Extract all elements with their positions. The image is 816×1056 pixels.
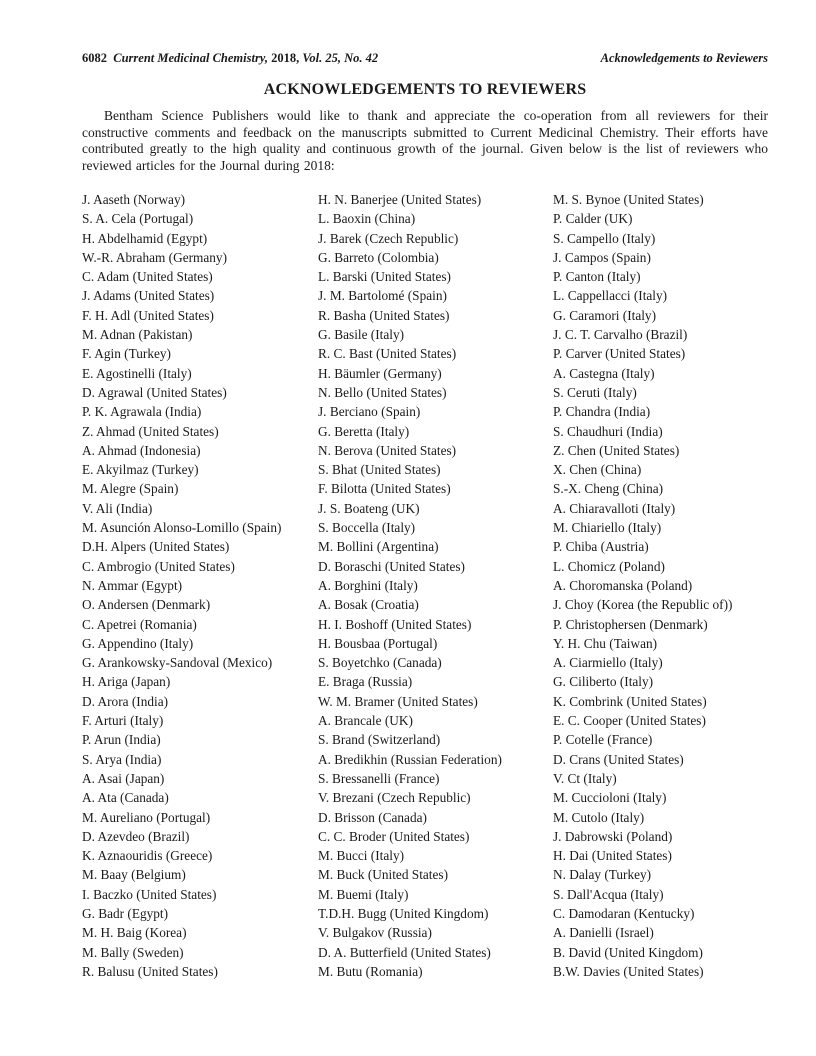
reviewer-entry: E. Agostinelli (Italy) [82,365,192,381]
reviewer-entry: D. Arora (India) [82,693,169,709]
reviewer-entry: C. Apetrei (Romania) [82,616,197,632]
reviewer-entry: V. Bulgakov (Russia) [318,925,432,941]
reviewer-entry: H. Bäumler (Germany) [318,365,442,381]
reviewer-entry: F. Arturi (Italy) [82,713,164,729]
reviewer-entry: D. Boraschi (United States) [318,558,465,574]
reviewer-entry: A. Choromanska (Poland) [553,577,693,593]
reviewer-entry: P. K. Agrawala (India) [82,404,202,420]
reviewer-entry: V. Ct (Italy) [553,770,617,786]
running-header-right: Acknowledgements to Reviewers [600,51,768,65]
reviewer-entry: J. Dabrowski (Poland) [553,828,673,844]
reviewer-entry: H. I. Boshoff (United States) [318,616,472,632]
reviewer-entry: P. Arun (India) [82,732,161,748]
reviewer-entry: M. Cutolo (Italy) [553,809,645,825]
reviewer-entry: S. Boyetchko (Canada) [318,655,442,671]
reviewer-entry: S. Ceruti (Italy) [553,384,637,400]
reviewer-entry: D. Brisson (Canada) [318,809,427,825]
reviewer-entry: M. Bollini (Argentina) [318,539,439,555]
journal-name: Current Medicinal Chemistry, [113,51,269,65]
reviewer-entry: M. Butu (Romania) [318,963,423,979]
reviewer-entry: N. Dalay (Turkey) [553,867,652,883]
reviewer-entry: J. Berciano (Spain) [318,404,421,420]
reviewer-column-1 [82,190,318,981]
reviewer-entry: G. Caramori (Italy) [553,307,657,323]
reviewer-entry: G. Beretta (Italy) [318,423,410,439]
reviewer-entry: J. Choy (Korea (the Republic of)) [553,597,733,613]
reviewer-entry: M. Asunción Alonso-Lomillo (Spain) [82,520,282,536]
reviewer-entry: M. Bucci (Italy) [318,848,405,864]
reviewer-entry: G. Badr (Egypt) [82,905,169,921]
reviewer-entry: A. Bosak (Croatia) [318,597,419,613]
reviewer-entry: A. Brancale (UK) [318,713,413,729]
reviewer-entry: L. Barski (United States) [318,269,451,285]
reviewer-entry: P. Christophersen (Denmark) [553,616,708,632]
reviewer-columns [82,190,768,981]
running-header-left [82,51,378,66]
reviewer-entry: H. N. Banerjee (United States) [318,192,482,207]
reviewer-entry: F. Agin (Turkey) [82,346,171,362]
reviewer-entry: Z. Ahmad (United States) [82,423,219,439]
reviewer-entry: P. Chiba (Austria) [553,539,649,555]
reviewer-entry: P. Calder (UK) [553,211,633,227]
reviewer-entry: S. Campello (Italy) [553,230,656,246]
reviewer-entry: D. A. Butterfield (United States) [318,944,491,960]
reviewer-entry: X. Chen (China) [553,462,642,478]
reviewer-entry: M. Cuccioloni (Italy) [553,790,667,806]
reviewer-entry: B.W. Davies (United States) [553,963,704,979]
reviewer-entry: M. Alegre (Spain) [82,481,179,497]
reviewer-entry: H. Dai (United States) [553,848,672,864]
reviewer-entry: S. Bhat (United States) [318,462,441,478]
reviewer-entry: J. Campos (Spain) [553,249,651,265]
reviewer-entry: A. Castegna (Italy) [553,365,655,381]
reviewer-entry: A. Chiaravalloti (Italy) [553,500,676,516]
reviewer-entry: R. Basha (United States) [318,307,450,323]
reviewer-entry: A. Bredikhin (Russian Federation) [318,751,502,767]
reviewer-entry: C. Ambrogio (United States) [82,558,235,574]
reviewer-entry: J. Aaseth (Norway) [82,192,186,207]
reviewer-entry: E. Akyilmaz (Turkey) [82,462,199,478]
reviewer-entry: D. Azevdeo (Brazil) [82,828,190,844]
reviewer-entry: F. H. Adl (United States) [82,307,214,323]
reviewer-entry: J. Adams (United States) [82,288,215,304]
reviewer-entry: S. Brand (Switzerland) [318,732,441,748]
reviewer-entry: D. Agrawal (United States) [82,384,227,400]
running-header [82,51,768,66]
reviewer-entry: S. Dall'Acqua (Italy) [553,886,664,902]
reviewer-entry: M. Adnan (Pakistan) [82,327,193,343]
reviewer-entry: S. Boccella (Italy) [318,520,416,536]
reviewer-entry: P. Canton (Italy) [553,269,641,285]
reviewer-entry: F. Bilotta (United States) [318,481,451,497]
reviewer-entry: P. Cotelle (France) [553,732,653,748]
reviewer-entry: S. Bressanelli (France) [318,770,440,786]
reviewer-entry: G. Barreto (Colombia) [318,249,439,265]
reviewer-entry: C. Adam (United States) [82,269,213,285]
reviewer-entry: M. Chiariello (Italy) [553,520,662,536]
reviewer-entry: R. C. Bast (United States) [318,346,457,362]
reviewer-entry: M. H. Baig (Korea) [82,925,187,941]
reviewer-entry: K. Combrink (United States) [553,693,707,709]
reviewer-entry: N. Bello (United States) [318,384,447,400]
journal-page [82,0,768,1056]
page-title: ACKNOWLEDGEMENTS TO REVIEWERS [263,81,587,98]
intro-paragraph: Bentham Science Publishers would like to thank and appreciate the co-operation from all reviewers for their constructive comments and feedback on the manuscripts submitted to Current Medicinal Chemistry. Their efforts have contributed greatly to the high quality and continuous growth of the journal. Given below is the list of reviewers who reviewed articles for the Journal during 2018: [82,108,768,174]
reviewer-entry: O. Andersen (Denmark) [82,597,211,613]
reviewer-column-3 [553,190,768,981]
reviewer-entry: A. Asai (Japan) [82,770,165,786]
reviewer-entry: J. S. Boateng (UK) [318,500,420,516]
reviewer-entry: Y. H. Chu (Taiwan) [553,635,658,651]
reviewer-entry: K. Aznaouridis (Greece) [82,848,213,864]
reviewer-entry: T.D.H. Bugg (United Kingdom) [318,905,489,921]
reviewer-entry: G. Basile (Italy) [318,327,405,343]
reviewer-entry: J. C. T. Carvalho (Brazil) [553,327,688,343]
reviewer-entry: L. Cappellacci (Italy) [553,288,668,304]
reviewer-entry: H. Abdelhamid (Egypt) [82,230,208,246]
reviewer-entry: P. Chandra (India) [553,404,651,420]
reviewer-entry: B. David (United Kingdom) [553,944,703,960]
reviewer-entry: A. Ciarmiello (Italy) [553,655,663,671]
reviewer-entry: D. Crans (United States) [553,751,684,767]
reviewer-entry: H. Ariga (Japan) [82,674,171,690]
reviewer-entry: N. Berova (United States) [318,442,457,458]
reviewer-entry: Z. Chen (United States) [553,442,680,458]
reviewer-entry: S. A. Cela (Portugal) [82,211,194,227]
reviewer-entry: G. Appendino (Italy) [82,635,194,651]
reviewer-entry: S. Arya (India) [82,751,162,767]
reviewer-entry: A. Borghini (Italy) [318,577,418,593]
reviewer-entry: G. Ciliberto (Italy) [553,674,654,690]
page-number: 6082 [82,51,107,65]
reviewer-entry: P. Carver (United States) [553,346,686,362]
journal-volume: Vol. 25, No. 42 [302,51,379,65]
reviewer-column-2 [318,190,553,981]
reviewer-entry: C. C. Broder (United States) [318,828,470,844]
reviewer-entry: D.H. Alpers (United States) [82,539,230,555]
reviewer-entry: A. Ahmad (Indonesia) [82,442,201,458]
reviewer-entry: G. Arankowsky-Sandoval (Mexico) [82,655,273,671]
reviewer-entry: J. Barek (Czech Republic) [318,230,459,246]
reviewer-entry: M. Bally (Sweden) [82,944,184,960]
reviewer-entry: W.-R. Abraham (Germany) [82,249,227,265]
reviewer-entry: S.-X. Cheng (China) [553,481,664,497]
reviewer-entry: R. Balusu (United States) [82,963,218,979]
reviewer-entry: L. Chomicz (Poland) [553,558,665,574]
reviewer-entry: A. Ata (Canada) [82,790,169,806]
reviewer-entry: E. Braga (Russia) [318,674,413,690]
reviewer-entry: W. M. Bramer (United States) [318,693,478,709]
reviewer-entry: E. C. Cooper (United States) [553,713,706,729]
reviewer-entry: H. Bousbaa (Portugal) [318,635,438,651]
reviewer-entry: M. Baay (Belgium) [82,867,186,883]
reviewer-entry: A. Danielli (Israel) [553,925,654,941]
reviewer-entry: M. Buemi (Italy) [318,886,409,902]
reviewer-entry: V. Ali (India) [82,500,153,516]
journal-year: 2018, [271,51,300,65]
reviewer-entry: V. Brezani (Czech Republic) [318,790,471,806]
reviewer-entry: M. Buck (United States) [318,867,448,883]
reviewer-entry: C. Damodaran (Kentucky) [553,905,695,921]
reviewer-entry: N. Ammar (Egypt) [82,577,183,593]
reviewer-entry: J. M. Bartolomé (Spain) [318,288,447,304]
reviewer-entry: M. Aureliano (Portugal) [82,809,211,825]
reviewer-entry: M. S. Bynoe (United States) [553,192,704,207]
reviewer-entry: I. Baczko (United States) [82,886,217,902]
reviewer-entry: S. Chaudhuri (India) [553,423,663,439]
reviewer-entry: L. Baoxin (China) [318,211,416,227]
